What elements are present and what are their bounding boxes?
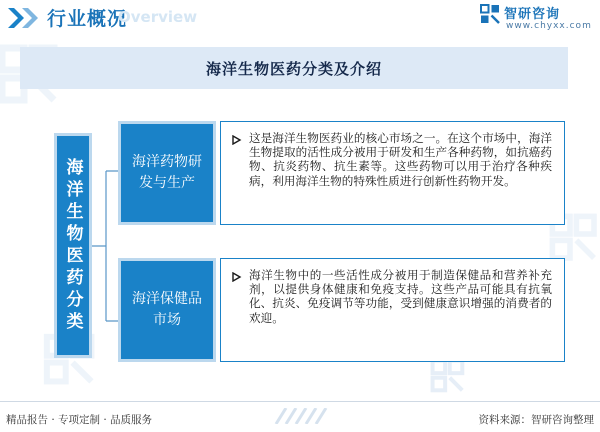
footer-divider [0, 401, 600, 402]
header-watermark: Overview [118, 8, 198, 26]
header [0, 0, 600, 36]
category-box-drug-development [118, 121, 216, 225]
category-label: 海洋药物研发与生产 [132, 154, 202, 191]
brand [480, 3, 592, 35]
section-title-bar [20, 47, 568, 89]
category-box-health-products [118, 258, 216, 362]
footer-slogan: 精品报告 · 专项定制 · 品质服务 [6, 414, 153, 426]
page-title: 行业概况 [47, 8, 128, 30]
section-title: 海洋生物医药分类及介绍 [205, 59, 382, 78]
tree-connector [92, 131, 120, 361]
brand-logo-icon [480, 4, 500, 24]
chevron-icon [6, 6, 42, 30]
description-box-drug-development [220, 121, 565, 225]
watermark-logo-bottom-right [428, 356, 468, 396]
brand-url: www.chyxx.com [506, 21, 592, 31]
category-label: 海洋保健品市场 [132, 291, 202, 328]
root-category-box [54, 133, 92, 358]
footer-stripes [272, 408, 328, 424]
description-box-health-products [220, 258, 565, 362]
arrow-bullet-icon [232, 135, 242, 145]
category-description: 这是海洋生物医药业的核心市场之一。在这个市场中，海洋生物提取的活性成分被用于研发和生产各种药物，如抗癌药物、抗炎药物、抗生素等。这些药物可以用于治疗各种疾病，利用海洋生物的特殊性质进行创新性药物开发。 [249, 131, 552, 188]
root-category-label: 海洋生物医药分类 [62, 157, 83, 334]
footer-source: 资料来源：智研咨询整理 [478, 414, 594, 426]
brand-name: 智研咨询 [504, 7, 561, 22]
category-description: 海洋生物中的一些活性成分被用于制造保健品和营养补充剂，以提供身体健康和免疫支持。这些产品可能具有抗氧化、抗炎、免疫调节等功能，受到健康意识增强的消费者的欢迎。 [249, 268, 552, 325]
arrow-bullet-icon [232, 272, 242, 282]
